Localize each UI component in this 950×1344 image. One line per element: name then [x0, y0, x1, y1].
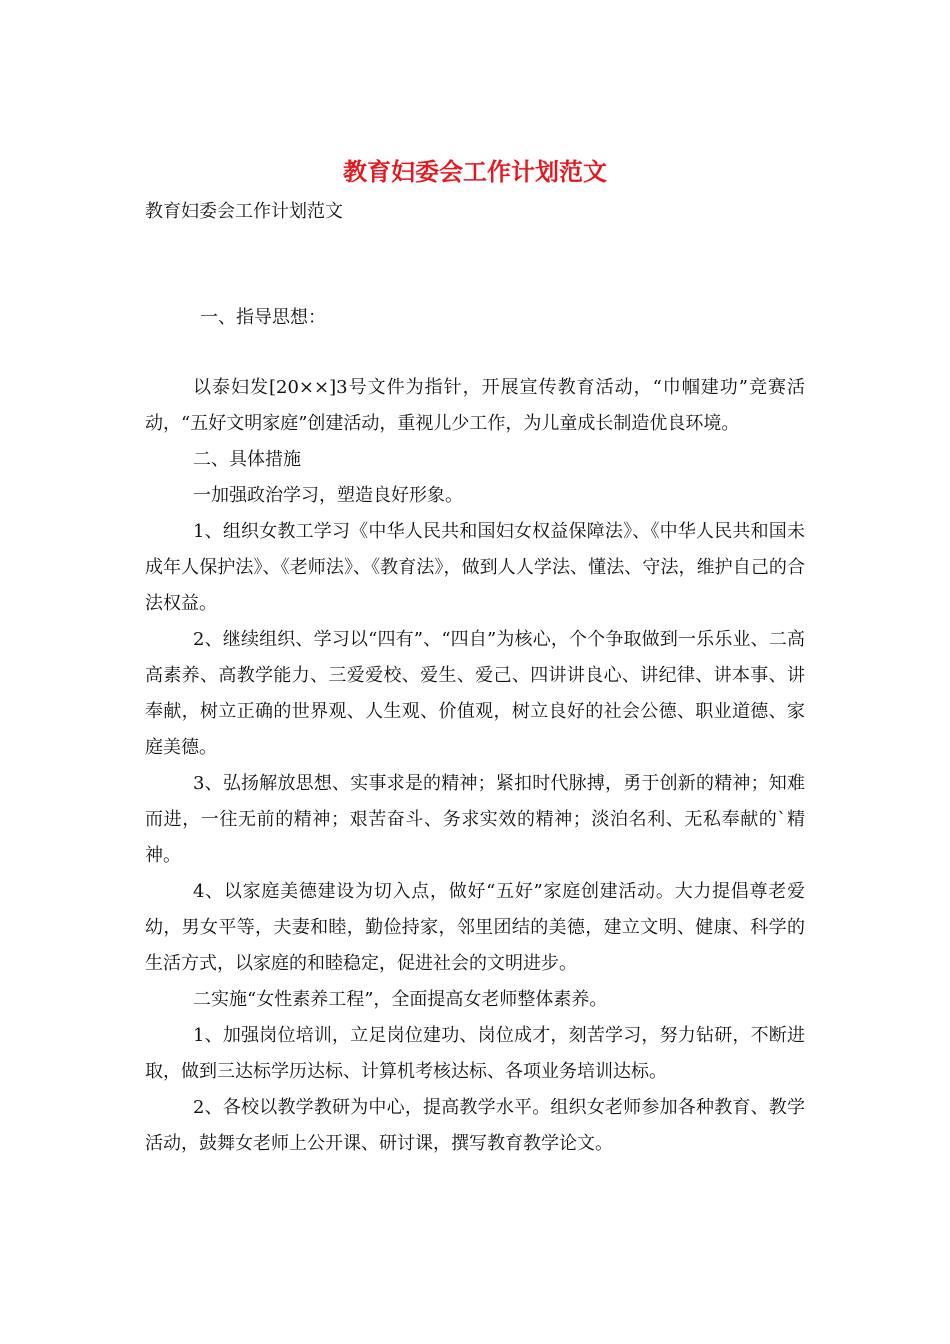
paragraph: 二实施“女性素养工程”，全面提高女老师整体素养。 — [193, 989, 608, 1010]
document-subtitle: 教育妇委会工作计划范文 — [145, 201, 343, 222]
paragraph: 1、加强岗位培训，立足岗位建功、岗位成才，刻苦学习，努力钻研，不断进取，做到三达标学历达标、计算机考核达标、各项业务培训达标。 — [145, 1025, 805, 1082]
paragraph: 以泰妇发[20××]3号文件为指针，开展宣传教育活动，“巾帼建功”竞赛活动，“五好文明家庭”创建活动，重视儿少工作，为儿童成长制造优良环境。 — [145, 377, 805, 434]
paragraph: 3、弘扬解放思想、实事求是的精神；紧扣时代脉搏，勇于创新的精神；知难而进，一往无前的精神；艰苦奋斗、务求实效的精神；淡泊名利、无私奉献的`精神。 — [145, 773, 805, 866]
section-heading-measures: 二、具体措施 — [193, 449, 301, 470]
document-body — [145, 370, 805, 1162]
paragraph: 4、以家庭美德建设为切入点，做好“五好”家庭创建活动。大力提倡尊老爱幼，男女平等，夫妻和睦，勤俭持家，邻里团结的美德，建立文明、健康、科学的生活方式，以家庭的和睦稳定，促进社会的文明进步。 — [145, 881, 805, 974]
paragraph: 1、组织女教工学习《中华人民共和国妇女权益保障法》、《中华人民共和国未成年人保护法》、《老师法》、《教育法》，做到人人学法、懂法、守法，维护自己的合法权益。 — [145, 521, 805, 614]
document-title: 教育妇委会工作计划范文 — [343, 157, 607, 186]
paragraph: 2、继续组织、学习以“四有”、“四自”为核心，个个争取做到一乐乐业、二高高素养、高教学能力、三爱爱校、爱生、爱己、四讲讲良心、讲纪律、讲本事、讲奉献，树立正确的世界观、人生观、价值观，树立良好的社会公德、职业道德、家庭美德。 — [145, 629, 805, 758]
section-heading-guiding-thought: 一、指导思想： — [200, 307, 326, 328]
paragraph: 2、各校以教学教研为中心，提高教学水平。组织女老师参加各种教育、教学活动，鼓舞女老师上公开课、研讨课，撰写教育教学论文。 — [145, 1097, 805, 1154]
paragraph: 一加强政治学习，塑造良好形象。 — [193, 485, 463, 506]
